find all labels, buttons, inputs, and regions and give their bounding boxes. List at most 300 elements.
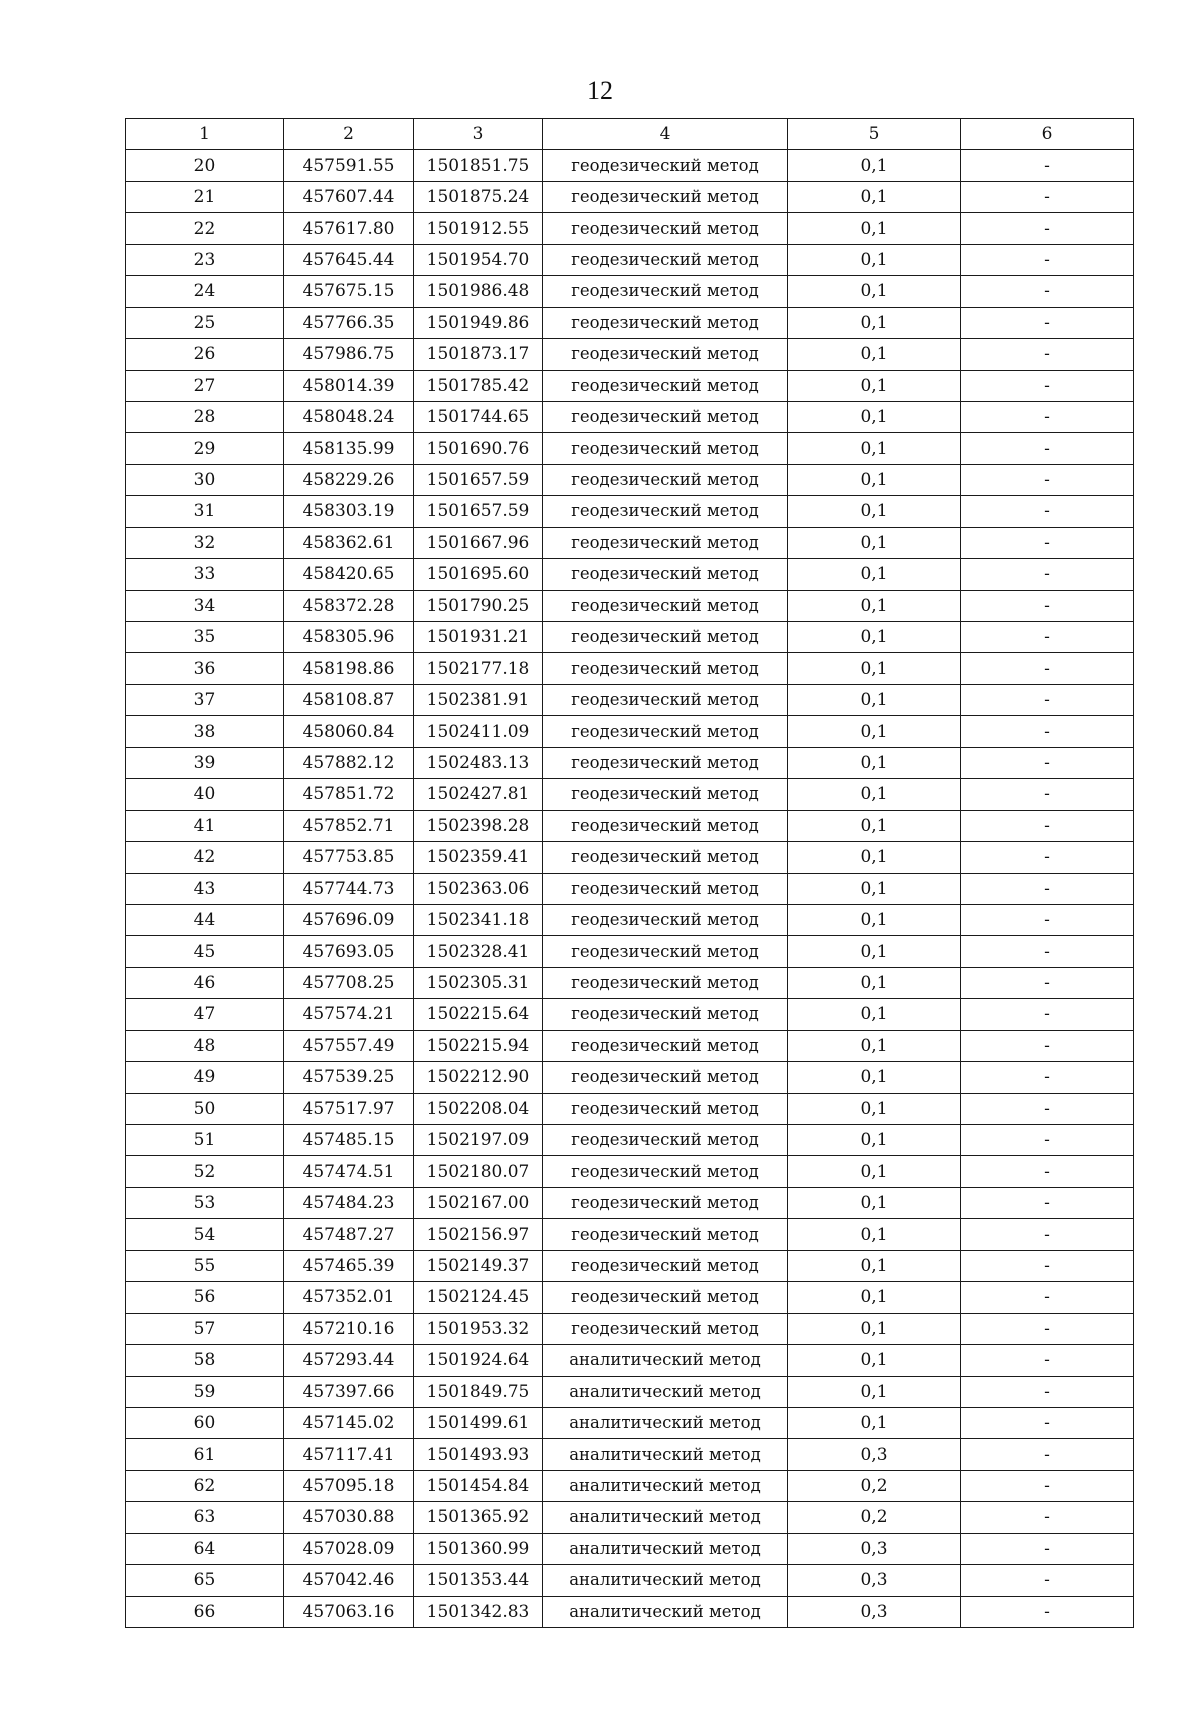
cell-x-coordinate: 457557.49 (284, 1030, 414, 1061)
table-row (126, 873, 1134, 904)
cell-accuracy: 0,1 (788, 464, 961, 495)
cell-note: - (961, 1313, 1134, 1344)
cell-note: - (961, 401, 1134, 432)
cell-note: - (961, 747, 1134, 778)
table-row (126, 936, 1134, 967)
cell-x-coordinate: 457028.09 (284, 1533, 414, 1564)
cell-x-coordinate: 457617.80 (284, 213, 414, 244)
cell-accuracy: 0,1 (788, 1250, 961, 1281)
cell-y-coordinate: 1501360.99 (414, 1533, 543, 1564)
table-row (126, 370, 1134, 401)
table-row (126, 810, 1134, 841)
cell-method: геодезический метод (543, 1282, 788, 1313)
cell-method: аналитический метод (543, 1345, 788, 1376)
cell-method: геодезический метод (543, 967, 788, 998)
header-row (126, 119, 1134, 150)
cell-note: - (961, 1596, 1134, 1627)
cell-x-coordinate: 457042.46 (284, 1565, 414, 1596)
cell-point-number: 21 (126, 181, 284, 212)
cell-method: геодезический метод (543, 1062, 788, 1093)
table-row (126, 496, 1134, 527)
cell-x-coordinate: 458229.26 (284, 464, 414, 495)
table-row (126, 747, 1134, 778)
cell-y-coordinate: 1502359.41 (414, 842, 543, 873)
cell-method: геодезический метод (543, 1125, 788, 1156)
table-row (126, 150, 1134, 181)
table-row (126, 904, 1134, 935)
cell-accuracy: 0,1 (788, 873, 961, 904)
cell-accuracy: 0,1 (788, 1376, 961, 1407)
table-row (126, 244, 1134, 275)
cell-y-coordinate: 1502124.45 (414, 1282, 543, 1313)
cell-accuracy: 0,1 (788, 559, 961, 590)
cell-point-number: 31 (126, 496, 284, 527)
cell-y-coordinate: 1502215.94 (414, 1030, 543, 1061)
table-row (126, 1187, 1134, 1218)
cell-point-number: 43 (126, 873, 284, 904)
table-row (126, 1156, 1134, 1187)
cell-y-coordinate: 1501849.75 (414, 1376, 543, 1407)
table-row (126, 527, 1134, 558)
cell-method: геодезический метод (543, 276, 788, 307)
cell-y-coordinate: 1501657.59 (414, 496, 543, 527)
cell-x-coordinate: 457696.09 (284, 904, 414, 935)
cell-note: - (961, 339, 1134, 370)
cell-accuracy: 0,1 (788, 370, 961, 401)
cell-point-number: 47 (126, 999, 284, 1030)
table-row (126, 622, 1134, 653)
cell-method: аналитический метод (543, 1470, 788, 1501)
cell-y-coordinate: 1502341.18 (414, 904, 543, 935)
cell-note: - (961, 622, 1134, 653)
cell-method: геодезический метод (543, 904, 788, 935)
cell-point-number: 48 (126, 1030, 284, 1061)
cell-y-coordinate: 1501986.48 (414, 276, 543, 307)
cell-point-number: 26 (126, 339, 284, 370)
cell-y-coordinate: 1502381.91 (414, 684, 543, 715)
table-row (126, 213, 1134, 244)
coordinates-table (125, 118, 1134, 1628)
table-row (126, 1533, 1134, 1564)
cell-note: - (961, 810, 1134, 841)
cell-accuracy: 0,1 (788, 842, 961, 873)
cell-x-coordinate: 458060.84 (284, 716, 414, 747)
cell-method: геодезический метод (543, 181, 788, 212)
cell-point-number: 50 (126, 1093, 284, 1124)
cell-method: аналитический метод (543, 1502, 788, 1533)
cell-x-coordinate: 457675.15 (284, 276, 414, 307)
cell-accuracy: 0,1 (788, 433, 961, 464)
cell-accuracy: 0,1 (788, 999, 961, 1030)
cell-note: - (961, 873, 1134, 904)
cell-note: - (961, 1125, 1134, 1156)
cell-x-coordinate: 457465.39 (284, 1250, 414, 1281)
cell-note: - (961, 1376, 1134, 1407)
cell-x-coordinate: 457517.97 (284, 1093, 414, 1124)
cell-accuracy: 0,1 (788, 181, 961, 212)
cell-note: - (961, 1407, 1134, 1438)
cell-point-number: 22 (126, 213, 284, 244)
cell-point-number: 37 (126, 684, 284, 715)
cell-point-number: 33 (126, 559, 284, 590)
cell-note: - (961, 1156, 1134, 1187)
cell-method: геодезический метод (543, 1187, 788, 1218)
cell-y-coordinate: 1502177.18 (414, 653, 543, 684)
cell-method: геодезический метод (543, 842, 788, 873)
table-row (126, 842, 1134, 873)
cell-point-number: 30 (126, 464, 284, 495)
cell-method: геодезический метод (543, 810, 788, 841)
cell-note: - (961, 1470, 1134, 1501)
cell-point-number: 57 (126, 1313, 284, 1344)
cell-point-number: 60 (126, 1407, 284, 1438)
cell-note: - (961, 150, 1134, 181)
cell-x-coordinate: 458198.86 (284, 653, 414, 684)
cell-note: - (961, 527, 1134, 558)
table-row (126, 1282, 1134, 1313)
cell-y-coordinate: 1501953.32 (414, 1313, 543, 1344)
cell-point-number: 51 (126, 1125, 284, 1156)
cell-method: геодезический метод (543, 1219, 788, 1250)
cell-x-coordinate: 457852.71 (284, 810, 414, 841)
cell-note: - (961, 936, 1134, 967)
cell-point-number: 29 (126, 433, 284, 464)
table-row (126, 1250, 1134, 1281)
cell-note: - (961, 370, 1134, 401)
cell-accuracy: 0,1 (788, 213, 961, 244)
cell-accuracy: 0,1 (788, 716, 961, 747)
cell-accuracy: 0,2 (788, 1502, 961, 1533)
cell-y-coordinate: 1502483.13 (414, 747, 543, 778)
cell-y-coordinate: 1501912.55 (414, 213, 543, 244)
cell-point-number: 55 (126, 1250, 284, 1281)
cell-note: - (961, 716, 1134, 747)
table-row (126, 1219, 1134, 1250)
cell-point-number: 36 (126, 653, 284, 684)
cell-point-number: 54 (126, 1219, 284, 1250)
cell-point-number: 39 (126, 747, 284, 778)
cell-x-coordinate: 458420.65 (284, 559, 414, 590)
table-row (126, 1376, 1134, 1407)
table-row (126, 1093, 1134, 1124)
cell-point-number: 28 (126, 401, 284, 432)
cell-accuracy: 0,1 (788, 1219, 961, 1250)
cell-method: аналитический метод (543, 1439, 788, 1470)
cell-point-number: 35 (126, 622, 284, 653)
cell-accuracy: 0,1 (788, 936, 961, 967)
cell-method: геодезический метод (543, 653, 788, 684)
table-row (126, 559, 1134, 590)
cell-x-coordinate: 458014.39 (284, 370, 414, 401)
cell-note: - (961, 1030, 1134, 1061)
header-cell-4: 4 (543, 119, 788, 150)
cell-x-coordinate: 457484.23 (284, 1187, 414, 1218)
cell-x-coordinate: 457293.44 (284, 1345, 414, 1376)
cell-method: геодезический метод (543, 1250, 788, 1281)
cell-accuracy: 0,1 (788, 1313, 961, 1344)
cell-accuracy: 0,3 (788, 1565, 961, 1596)
cell-method: геодезический метод (543, 1030, 788, 1061)
cell-y-coordinate: 1502212.90 (414, 1062, 543, 1093)
cell-accuracy: 0,1 (788, 1030, 961, 1061)
cell-note: - (961, 1502, 1134, 1533)
cell-method: геодезический метод (543, 150, 788, 181)
cell-point-number: 23 (126, 244, 284, 275)
table-row (126, 1439, 1134, 1470)
cell-accuracy: 0,1 (788, 276, 961, 307)
cell-point-number: 40 (126, 779, 284, 810)
cell-note: - (961, 1250, 1134, 1281)
cell-method: геодезический метод (543, 873, 788, 904)
cell-note: - (961, 464, 1134, 495)
cell-accuracy: 0,1 (788, 653, 961, 684)
table-body (126, 150, 1134, 1628)
cell-point-number: 42 (126, 842, 284, 873)
cell-y-coordinate: 1501499.61 (414, 1407, 543, 1438)
table-row (126, 181, 1134, 212)
cell-x-coordinate: 458303.19 (284, 496, 414, 527)
cell-accuracy: 0,1 (788, 747, 961, 778)
table-row (126, 653, 1134, 684)
cell-point-number: 38 (126, 716, 284, 747)
cell-x-coordinate: 457030.88 (284, 1502, 414, 1533)
cell-note: - (961, 1062, 1134, 1093)
cell-accuracy: 0,1 (788, 967, 961, 998)
page-number: 12 (587, 76, 613, 105)
cell-x-coordinate: 457693.05 (284, 936, 414, 967)
cell-y-coordinate: 1501365.92 (414, 1502, 543, 1533)
cell-point-number: 25 (126, 307, 284, 338)
cell-accuracy: 0,3 (788, 1596, 961, 1627)
table-row (126, 276, 1134, 307)
cell-y-coordinate: 1501744.65 (414, 401, 543, 432)
table-row (126, 433, 1134, 464)
cell-accuracy: 0,1 (788, 496, 961, 527)
table-row (126, 339, 1134, 370)
cell-accuracy: 0,1 (788, 1282, 961, 1313)
cell-note: - (961, 842, 1134, 873)
cell-accuracy: 0,1 (788, 1345, 961, 1376)
cell-y-coordinate: 1501667.96 (414, 527, 543, 558)
cell-method: геодезический метод (543, 464, 788, 495)
cell-x-coordinate: 457744.73 (284, 873, 414, 904)
cell-point-number: 27 (126, 370, 284, 401)
cell-x-coordinate: 457753.85 (284, 842, 414, 873)
cell-y-coordinate: 1501790.25 (414, 590, 543, 621)
cell-method: аналитический метод (543, 1596, 788, 1627)
cell-note: - (961, 999, 1134, 1030)
cell-method: геодезический метод (543, 527, 788, 558)
cell-accuracy: 0,1 (788, 339, 961, 370)
cell-note: - (961, 433, 1134, 464)
cell-method: геодезический метод (543, 244, 788, 275)
cell-y-coordinate: 1502180.07 (414, 1156, 543, 1187)
cell-method: геодезический метод (543, 936, 788, 967)
cell-y-coordinate: 1501931.21 (414, 622, 543, 653)
cell-y-coordinate: 1501851.75 (414, 150, 543, 181)
cell-accuracy: 0,3 (788, 1533, 961, 1564)
cell-y-coordinate: 1501493.93 (414, 1439, 543, 1470)
cell-method: геодезический метод (543, 496, 788, 527)
cell-y-coordinate: 1501875.24 (414, 181, 543, 212)
cell-method: геодезический метод (543, 370, 788, 401)
cell-accuracy: 0,1 (788, 527, 961, 558)
cell-point-number: 53 (126, 1187, 284, 1218)
cell-note: - (961, 1282, 1134, 1313)
cell-note: - (961, 276, 1134, 307)
cell-point-number: 46 (126, 967, 284, 998)
cell-note: - (961, 1187, 1134, 1218)
cell-note: - (961, 307, 1134, 338)
table-header (126, 119, 1134, 150)
cell-x-coordinate: 458362.61 (284, 527, 414, 558)
cell-point-number: 63 (126, 1502, 284, 1533)
table-row (126, 307, 1134, 338)
cell-x-coordinate: 457645.44 (284, 244, 414, 275)
cell-note: - (961, 904, 1134, 935)
cell-y-coordinate: 1502215.64 (414, 999, 543, 1030)
cell-x-coordinate: 457474.51 (284, 1156, 414, 1187)
cell-accuracy: 0,1 (788, 810, 961, 841)
cell-x-coordinate: 457851.72 (284, 779, 414, 810)
cell-y-coordinate: 1501924.64 (414, 1345, 543, 1376)
cell-x-coordinate: 457145.02 (284, 1407, 414, 1438)
table-row (126, 1407, 1134, 1438)
table-row (126, 779, 1134, 810)
cell-point-number: 59 (126, 1376, 284, 1407)
cell-y-coordinate: 1502156.97 (414, 1219, 543, 1250)
cell-point-number: 32 (126, 527, 284, 558)
table-row (126, 1125, 1134, 1156)
cell-method: геодезический метод (543, 1156, 788, 1187)
cell-x-coordinate: 457397.66 (284, 1376, 414, 1407)
cell-y-coordinate: 1502427.81 (414, 779, 543, 810)
table-row (126, 401, 1134, 432)
cell-y-coordinate: 1501342.83 (414, 1596, 543, 1627)
cell-method: геодезический метод (543, 716, 788, 747)
cell-method: геодезический метод (543, 401, 788, 432)
cell-y-coordinate: 1502305.31 (414, 967, 543, 998)
table-row (126, 1470, 1134, 1501)
cell-method: геодезический метод (543, 559, 788, 590)
cell-x-coordinate: 457708.25 (284, 967, 414, 998)
cell-note: - (961, 779, 1134, 810)
table-row (126, 716, 1134, 747)
cell-accuracy: 0,3 (788, 1439, 961, 1470)
cell-method: геодезический метод (543, 339, 788, 370)
cell-x-coordinate: 457095.18 (284, 1470, 414, 1501)
cell-method: геодезический метод (543, 213, 788, 244)
cell-accuracy: 0,1 (788, 684, 961, 715)
cell-accuracy: 0,1 (788, 904, 961, 935)
cell-point-number: 56 (126, 1282, 284, 1313)
cell-x-coordinate: 457986.75 (284, 339, 414, 370)
cell-note: - (961, 590, 1134, 621)
cell-y-coordinate: 1502149.37 (414, 1250, 543, 1281)
cell-method: аналитический метод (543, 1565, 788, 1596)
cell-y-coordinate: 1501949.86 (414, 307, 543, 338)
cell-method: геодезический метод (543, 779, 788, 810)
cell-y-coordinate: 1502208.04 (414, 1093, 543, 1124)
cell-accuracy: 0,1 (788, 401, 961, 432)
table-row (126, 1502, 1134, 1533)
cell-note: - (961, 1565, 1134, 1596)
cell-y-coordinate: 1501657.59 (414, 464, 543, 495)
cell-y-coordinate: 1502328.41 (414, 936, 543, 967)
cell-y-coordinate: 1502411.09 (414, 716, 543, 747)
cell-y-coordinate: 1501454.84 (414, 1470, 543, 1501)
table-row (126, 999, 1134, 1030)
cell-y-coordinate: 1501785.42 (414, 370, 543, 401)
cell-method: геодезический метод (543, 684, 788, 715)
cell-accuracy: 0,1 (788, 622, 961, 653)
cell-x-coordinate: 458305.96 (284, 622, 414, 653)
cell-y-coordinate: 1501873.17 (414, 339, 543, 370)
header-cell-2: 2 (284, 119, 414, 150)
cell-x-coordinate: 457882.12 (284, 747, 414, 778)
table-row (126, 1062, 1134, 1093)
cell-y-coordinate: 1502167.00 (414, 1187, 543, 1218)
cell-note: - (961, 967, 1134, 998)
cell-x-coordinate: 457766.35 (284, 307, 414, 338)
cell-note: - (961, 1345, 1134, 1376)
cell-note: - (961, 559, 1134, 590)
cell-point-number: 45 (126, 936, 284, 967)
cell-point-number: 41 (126, 810, 284, 841)
cell-x-coordinate: 457539.25 (284, 1062, 414, 1093)
table-row (126, 1030, 1134, 1061)
table-row (126, 684, 1134, 715)
cell-x-coordinate: 458048.24 (284, 401, 414, 432)
cell-y-coordinate: 1501695.60 (414, 559, 543, 590)
cell-method: геодезический метод (543, 622, 788, 653)
cell-method: геодезический метод (543, 1313, 788, 1344)
header-cell-1: 1 (126, 119, 284, 150)
cell-note: - (961, 684, 1134, 715)
cell-point-number: 64 (126, 1533, 284, 1564)
cell-x-coordinate: 457607.44 (284, 181, 414, 212)
cell-note: - (961, 1093, 1134, 1124)
cell-x-coordinate: 457352.01 (284, 1282, 414, 1313)
table-row (126, 464, 1134, 495)
cell-point-number: 44 (126, 904, 284, 935)
cell-y-coordinate: 1501954.70 (414, 244, 543, 275)
cell-method: геодезический метод (543, 999, 788, 1030)
cell-accuracy: 0,2 (788, 1470, 961, 1501)
cell-y-coordinate: 1501353.44 (414, 1565, 543, 1596)
cell-method: геодезический метод (543, 747, 788, 778)
cell-method: аналитический метод (543, 1407, 788, 1438)
cell-x-coordinate: 457487.27 (284, 1219, 414, 1250)
cell-accuracy: 0,1 (788, 1187, 961, 1218)
cell-note: - (961, 244, 1134, 275)
cell-x-coordinate: 457063.16 (284, 1596, 414, 1627)
cell-accuracy: 0,1 (788, 1093, 961, 1124)
cell-note: - (961, 653, 1134, 684)
cell-point-number: 24 (126, 276, 284, 307)
cell-method: геодезический метод (543, 433, 788, 464)
cell-accuracy: 0,1 (788, 150, 961, 181)
cell-point-number: 49 (126, 1062, 284, 1093)
cell-x-coordinate: 457591.55 (284, 150, 414, 181)
cell-note: - (961, 496, 1134, 527)
cell-x-coordinate: 457574.21 (284, 999, 414, 1030)
cell-point-number: 20 (126, 150, 284, 181)
cell-y-coordinate: 1502197.09 (414, 1125, 543, 1156)
cell-point-number: 52 (126, 1156, 284, 1187)
cell-note: - (961, 1439, 1134, 1470)
cell-y-coordinate: 1501690.76 (414, 433, 543, 464)
